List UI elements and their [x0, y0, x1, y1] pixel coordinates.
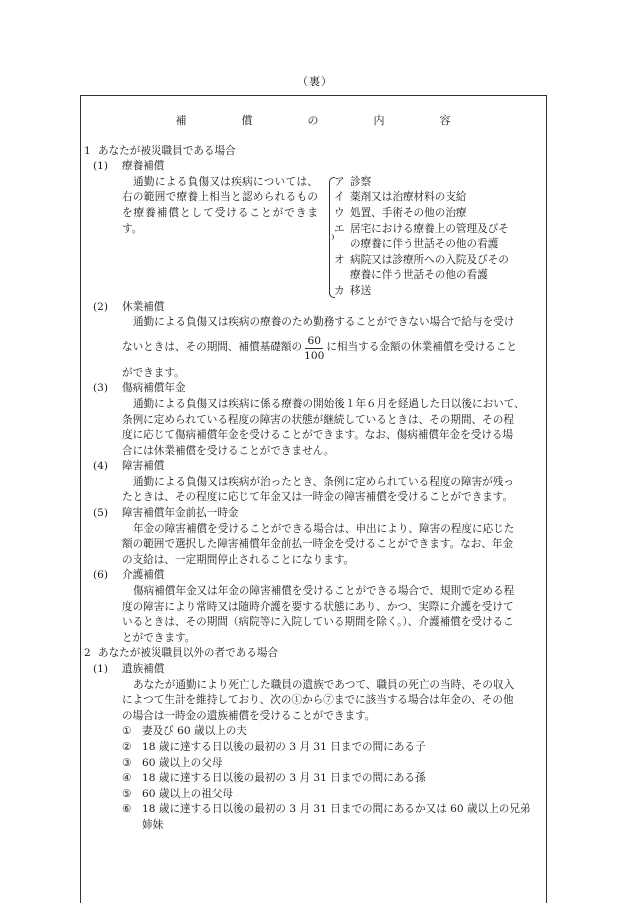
- list-item-continuation: 療養に伴う世話その他の看護: [350, 269, 488, 282]
- section-1-heading: [84, 144, 542, 160]
- page-side-label: （裏）: [297, 75, 333, 88]
- paragraph-line: ができます。: [122, 366, 185, 379]
- fraction-numerator: 60: [307, 334, 321, 347]
- medical-compensation-text: 通勤による負傷又は疾病については、右の範囲で療養上相当と認められるものを療養補償として受けることができます。: [122, 175, 319, 235]
- subsection-heading: [84, 159, 542, 175]
- section-1: [84, 144, 542, 647]
- section-title: あなたが被災職員以外の者である場合: [98, 647, 279, 660]
- fraction-line: [84, 334, 542, 363]
- subsection-title: 傷病補償年金: [122, 382, 186, 395]
- list-item: オ 病院又は診療所への入院及びその: [334, 253, 509, 266]
- medical-options-list: [334, 175, 542, 300]
- paragraph-line: 通勤による負傷又は疾病が治ったとき、条例に定められている程度の障害が残っ: [133, 475, 514, 488]
- paragraph-line: 度の障害により常時又は随時介護を要する状態にあり、かつ、実際に介護を受けて: [122, 600, 514, 613]
- subsection-number: (1): [93, 160, 109, 173]
- subsection-heading: [84, 300, 542, 316]
- list-item-continuation: の療養に伴う世話その他の看護: [350, 238, 499, 251]
- paragraph-line: の場合は一時金の遺族補償を受けることができます。: [122, 709, 376, 722]
- brace-bracket: [326, 175, 334, 300]
- section-2-heading: [84, 646, 542, 662]
- paragraph-line: あなたが通勤により死亡した職員の遺族であつて、職員の死亡の当時、その収入: [133, 678, 515, 691]
- paragraph-line: 通勤による負傷又は疾病の療養のため勤務することができない場合で給与を受け: [133, 316, 515, 329]
- subsection-title: 遺族補償: [122, 663, 165, 675]
- paragraph-line: によつて生計を維持しており、次の①から⑦までに該当する場合は年金の、その他: [122, 694, 514, 707]
- subsection-heading: [84, 381, 542, 397]
- subsection-number: (2): [93, 300, 109, 313]
- paragraph-line: とができます。: [122, 631, 196, 644]
- medical-compensation-block: [84, 175, 542, 300]
- section-number: 1: [84, 144, 91, 157]
- list-item: エ 居宅における療養上の管理及びそ: [334, 222, 509, 235]
- section-2: [84, 646, 542, 833]
- paragraph-text: に相当する金額の休業補償を受けること: [326, 341, 518, 354]
- section-number: 2: [84, 647, 91, 660]
- document-frame: [80, 95, 547, 903]
- list-item: ウ 処置、手術その他の治療: [334, 206, 467, 219]
- subsection-heading: [84, 662, 542, 678]
- subsection-title: 休業補償: [122, 300, 165, 313]
- paragraph-text: ないときは、その期間、補償基礎額の: [122, 341, 303, 354]
- list-item: ② 18 歳に達する日以後の最初の 3 月 31 日までの間にある子: [122, 740, 426, 753]
- subsection-title: 障害補償: [122, 460, 165, 473]
- subsection-heading: [84, 568, 542, 584]
- document-body: [84, 96, 542, 834]
- paragraph-line: 合には休業補償を受けることができません。: [122, 444, 335, 457]
- subsection-number: (5): [93, 507, 109, 520]
- subsection-number: (6): [93, 569, 109, 582]
- list-item: ④ 18 歳に達する日以後の最初の 3 月 31 日までの間にある孫: [122, 772, 426, 785]
- fraction: [304, 334, 324, 363]
- section-title: あなたが被災職員である場合: [98, 144, 236, 157]
- subsection-title: 障害補償年金前払一時金: [122, 507, 239, 520]
- paragraph-line: 度に応じて傷病補償年金を受けることができます。なお、傷病補償年金を受ける場: [122, 429, 514, 442]
- subsection-title: 療養補償: [122, 160, 165, 173]
- document-title: 補 償 の 内 容: [175, 114, 473, 127]
- list-item: ア 診察: [334, 175, 372, 188]
- paragraph-line: 条例に定められている程度の障害の状態が継続しているときは、その期間、その程: [122, 413, 514, 426]
- list-item: ③ 60 歳以上の父母: [122, 756, 223, 769]
- paragraph-line: 年金の障害補償を受けることができる場合は、申出により、障害の程度に応じた: [133, 522, 515, 535]
- fraction-denominator: 100: [304, 349, 325, 362]
- paragraph-line: 通勤による負傷又は疾病に係る療養の開始後１年６月を経過した日以後において、: [133, 397, 525, 410]
- list-item: ⑥ 18 歳に達する日以後の最初の 3 月 31 日までの間にあるか又は 60 歳以上の兄弟: [122, 803, 531, 816]
- list-item: ⑤ 60 歳以上の祖父母: [122, 787, 234, 800]
- paragraph-line: の支給は、一定期間停止されることになります。: [122, 553, 355, 566]
- subsection-number: (3): [93, 382, 109, 395]
- list-item: ① 妻及び 60 歳以上の夫: [122, 725, 247, 738]
- paragraph-line: たときは、その程度に応じて年金又は一時金の障害補償を受けることができます。: [122, 491, 514, 504]
- subsection-number: (1): [93, 663, 109, 675]
- subsection-title: 介護補償: [122, 569, 165, 582]
- paragraph-line: 傷病補償年金又は年金の障害補償を受けることができる場合で、規則で定める程: [133, 585, 515, 598]
- list-item-continuation: 姉妹: [142, 818, 164, 831]
- paragraph-line: 額の範囲で選択した障害補償年金前払一時金を受けることができます。なお、年金: [122, 538, 514, 551]
- subsection-heading: [84, 459, 542, 475]
- subsection-heading: [84, 506, 542, 522]
- list-item: カ 移送: [334, 284, 372, 297]
- list-item: イ 薬剤又は治療材料の支給: [334, 191, 467, 204]
- subsection-number: (4): [93, 460, 109, 473]
- paragraph-line: いるときは、その期間（病院等に入院している期間を除く。）、介護補償を受けるこ: [122, 616, 514, 629]
